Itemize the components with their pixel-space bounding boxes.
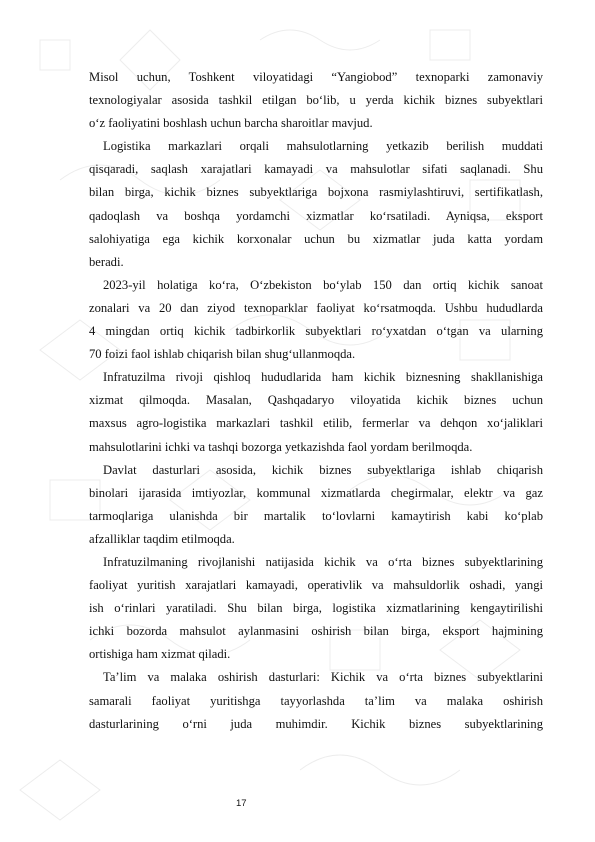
text-line: qisqaradi, saqlash xarajatlari kamayadi va mahsulotlar sifati saqlanadi. Shu: [89, 162, 543, 177]
paragraph-6: [89, 551, 543, 666]
paragraph-7: [89, 666, 543, 735]
text-line: qadoqlash va boshqa yordamchi xizmatlar ko‘rsatiladi. Ayniqsa, eksport: [89, 208, 543, 223]
text-line: xizmat qilmoqda. Masalan, Qashqadaryo viloyatida kichik biznes uchun: [89, 393, 543, 408]
text-line: binolari ijarasida imtiyozlar, kommunal xizmatlarda chegirmalar, elektr va gaz: [89, 485, 543, 500]
text-line: Davlat dasturlari asosida, kichik biznes subyektlariga ishlab chiqarish: [103, 462, 543, 477]
text-line: tarmoqlariga ulanishda bir martalik to‘lovlarni kamaytirish kabi ko‘plab: [89, 508, 543, 523]
text-line: maxsus agro-logistika markazlari tashkil etilib, fermerlar va dehqon xo‘jaliklari: [89, 416, 543, 431]
paragraph-2: [89, 135, 543, 274]
text-line: bilan birga, kichik biznes subyektlariga bojxona rasmiylashtiruvi, sertifikatlash,: [89, 185, 543, 200]
paragraph-5: [89, 459, 543, 551]
document-body: [89, 66, 543, 736]
paragraph-1: [89, 66, 543, 135]
paragraph-3: [89, 274, 543, 366]
text-line: 70 foizi faol ishlab chiqarish bilan shug‘ullanmoqda.: [89, 347, 356, 362]
text-line: Ta’lim va malaka oshirish dasturlari: Kichik va o‘rta biznes subyektlarini: [103, 670, 543, 685]
text-line: afzalliklar taqdim etilmoqda.: [89, 531, 235, 546]
text-line: Logistika markazlari orqali mahsulotlarning yetkazib berilish muddati: [103, 139, 543, 154]
text-line: Infratuzilmaning rivojlanishi natijasida kichik va o‘rta biznes subyektlarining: [103, 554, 543, 569]
page-number: 17: [236, 798, 247, 809]
text-line: 2023-yil holatiga ko‘ra, O‘zbekiston bo‘ylab 150 dan ortiq kichik sanoat: [103, 277, 543, 292]
text-line: ortishiga ham xizmat qiladi.: [89, 647, 231, 662]
text-line: 4 mingdan ortiq kichik tadbirkorlik subyektlari ro‘yxatdan o‘tgan va ularning: [89, 324, 543, 339]
paragraph-4: [89, 366, 543, 458]
text-line: Misol uchun, Toshkent viloyatidagi “Yangiobod” texnoparki zamonaviy: [89, 70, 543, 84]
text-line: ish o‘rinlari yaratiladi. Shu bilan birga, logistika xizmatlarining kengaytirilishi: [89, 601, 543, 616]
text-line: dasturlarining o‘rni juda muhimdir. Kichik biznes subyektlarining: [89, 716, 543, 731]
text-line: texnologiyalar asosida tashkil etilgan bo‘lib, u yerda kichik biznes subyektlari: [89, 93, 543, 108]
text-line: salohiyatiga ega kichik korxonalar uchun bu xizmatlar juda katta yordam: [89, 231, 543, 246]
text-line: samarali faoliyat yuritishga tayyorlashda ta’lim va malaka oshirish: [89, 693, 543, 708]
text-line: mahsulotlarini ichki va tashqi bozorga yetkazishda faol yordam berilmoqda.: [89, 439, 473, 454]
text-line: zonalari va 20 dan ziyod texnoparklar faoliyat ko‘rsatmoqda. Ushbu hududlarda: [89, 300, 543, 315]
text-line: ichki bozorda mahsulot aylanmasini oshirish bilan birga, eksport hajmining: [89, 624, 543, 639]
text-line: beradi.: [89, 254, 124, 269]
text-line: Infratuzilma rivoji qishloq hududlarida ham kichik biznesning shakllanishiga: [103, 370, 543, 385]
text-line: o‘z faoliyatini boshlash uchun barcha sharoitlar mavjud.: [89, 116, 373, 131]
text-line: faoliyat yuritish xarajatlari kamayadi, operativlik va mahsuldorlik oshadi, yangi: [89, 578, 543, 593]
